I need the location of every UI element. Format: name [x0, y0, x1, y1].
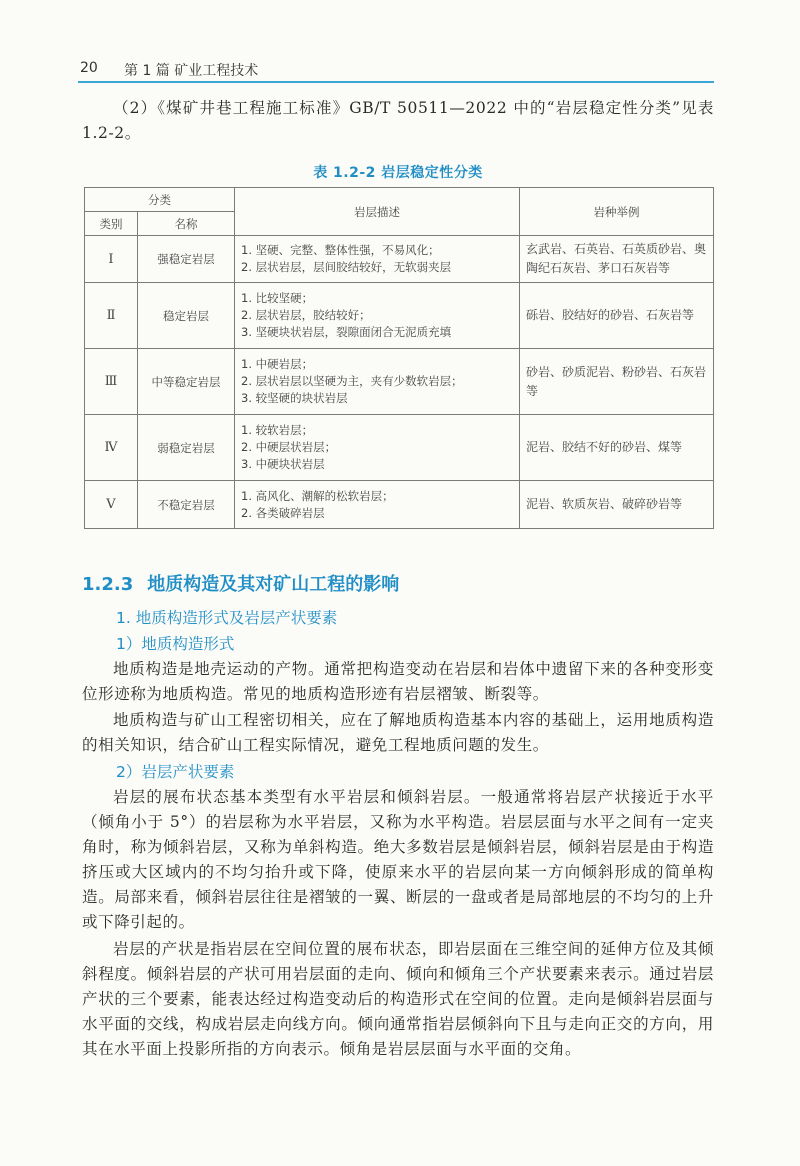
cell-name: 稳定岩层 [138, 283, 235, 349]
section-heading [82, 570, 399, 596]
cell-examples: 泥岩、软质灰岩、破碎砂岩等 [520, 481, 714, 529]
section-title: 地质构造及其对矿山工程的影响 [147, 574, 400, 595]
cell-description [235, 236, 520, 283]
cell-description [235, 481, 520, 529]
cell-category: Ⅰ [85, 236, 138, 283]
header-name: 名称 [138, 212, 235, 236]
body-paragraph: 地质构造与矿山工程密切相关，应在了解地质构造基本内容的基础上，运用地质构造的相关知识，结合矿山工程实际情况，避免工程地质问题的发生。 [82, 711, 714, 754]
chapter-title: 第 1 篇 矿业工程技术 [124, 63, 259, 79]
cell-description [235, 283, 520, 349]
subsection-heading: 1. 地质构造形式及岩层产状要素 [116, 609, 338, 627]
desc-line: 1. 中硬岩层； [241, 357, 314, 371]
running-header [78, 58, 714, 82]
header-group: 分类 [85, 188, 235, 212]
cell-category: Ⅳ [85, 415, 138, 481]
cell-name: 中等稳定岩层 [138, 349, 235, 415]
table-row [85, 349, 714, 415]
desc-line: 2. 层状岩层以坚硬为主，夹有少数软岩层； [241, 374, 463, 388]
cell-examples: 砾岩、胶结好的砂岩、石灰岩等 [520, 283, 714, 349]
body-paragraph: 岩层的产状是指岩层在空间位置的展布状态，即岩层面在三维空间的延伸方位及其倾斜程度。倾斜岩层的产状可用岩层面的走向、倾向和倾角三个产状要素来表示。通过岩层产状的三个要素，能表达经过构造变动后的构造形式在空间的位置。走向是倾斜岩层面与水平面的交线，构成岩层走向线方向。倾向通常指岩层倾斜向下且与走向正交的方向，用其在水平面上投影所指的方向表示。倾角是岩层层面与水平面的交角。 [82, 940, 714, 1058]
desc-line: 3. 较坚硬的块状岩层 [241, 391, 348, 405]
rock-stability-table [84, 187, 714, 529]
table-row [85, 415, 714, 481]
section-number: 1.2.3 [82, 574, 134, 595]
cell-examples: 砂岩、砂质泥岩、粉砂岩、石灰岩等 [520, 349, 714, 415]
desc-line: 1. 高风化、潮解的松软岩层； [241, 488, 394, 503]
cell-description [235, 415, 520, 481]
cell-category: Ⅴ [85, 481, 138, 529]
body-paragraph: 岩层的展布状态基本类型有水平岩层和倾斜岩层。一般通常将岩层产状接近于水平（倾角小于 5°）的岩层称为水平岩层，又称为水平构造。岩层层面与水平之间有一定夹角时，称为倾斜岩层，又称为单斜构造。绝大多数岩层是倾斜岩层，倾斜岩层是由于构造挤压或大区域内的不均匀抬升或下降，使原来水平的岩层向某一方向倾斜形成的简单构造。局部来看，倾斜岩层往往是褶皱的一翼、断层的一盘或者是局部地层的不均匀的上升或下降引起的。 [82, 788, 714, 931]
desc-line: 2. 各类破碎岩层 [241, 505, 325, 520]
header-examples: 岩种举例 [520, 188, 714, 236]
cell-category: Ⅱ [85, 283, 138, 349]
desc-line: 3. 中硬块状岩层 [241, 457, 325, 471]
cell-description [235, 349, 520, 415]
header-description: 岩层描述 [235, 188, 520, 236]
desc-line: 2. 层状岩层，胶结较好； [241, 308, 371, 322]
intro-paragraph: （2）《煤矿井巷工程施工标准》GB/T 50511—2022 中的“岩层稳定性分类”见表 1.2-2。 [82, 99, 714, 142]
cell-examples: 玄武岩、石英岩、石英质砂岩、奥陶纪石灰岩、茅口石灰岩等 [520, 236, 714, 283]
desc-line: 1. 较软岩层； [241, 423, 314, 437]
subsubsection-heading: 1）地质构造形式 [116, 635, 235, 653]
body-paragraph: 地质构造是地壳运动的产物。通常把构造变动在岩层和岩体中遗留下来的各种变形变位形迹称为地质构造。常见的地质构造形迹有岩层褶皱、断裂等。 [82, 660, 714, 703]
cell-name: 弱稳定岩层 [138, 415, 235, 481]
page-number: 20 [80, 60, 98, 76]
table-row [85, 481, 714, 529]
header-rule [78, 81, 714, 83]
cell-name: 不稳定岩层 [138, 481, 235, 529]
cell-category: Ⅲ [85, 349, 138, 415]
desc-line: 2. 中硬层状岩层； [241, 440, 337, 454]
desc-line: 2. 层状岩层，层间胶结较好，无软弱夹层 [241, 260, 452, 274]
table-row [85, 283, 714, 349]
cell-examples: 泥岩、胶结不好的砂岩、煤等 [520, 415, 714, 481]
table-row [85, 236, 714, 283]
desc-line: 1. 坚硬、完整、整体性强，不易风化； [241, 243, 440, 257]
header-category: 类别 [85, 212, 138, 236]
desc-line: 3. 坚硬块状岩层，裂隙面闭合无泥质充填 [241, 325, 452, 339]
cell-name: 强稳定岩层 [138, 236, 235, 283]
desc-line: 1. 比较坚硬； [241, 291, 314, 305]
table-caption: 表 1.2-2 岩层稳定性分类 [313, 165, 483, 181]
subsubsection-heading: 2）岩层产状要素 [116, 763, 235, 781]
